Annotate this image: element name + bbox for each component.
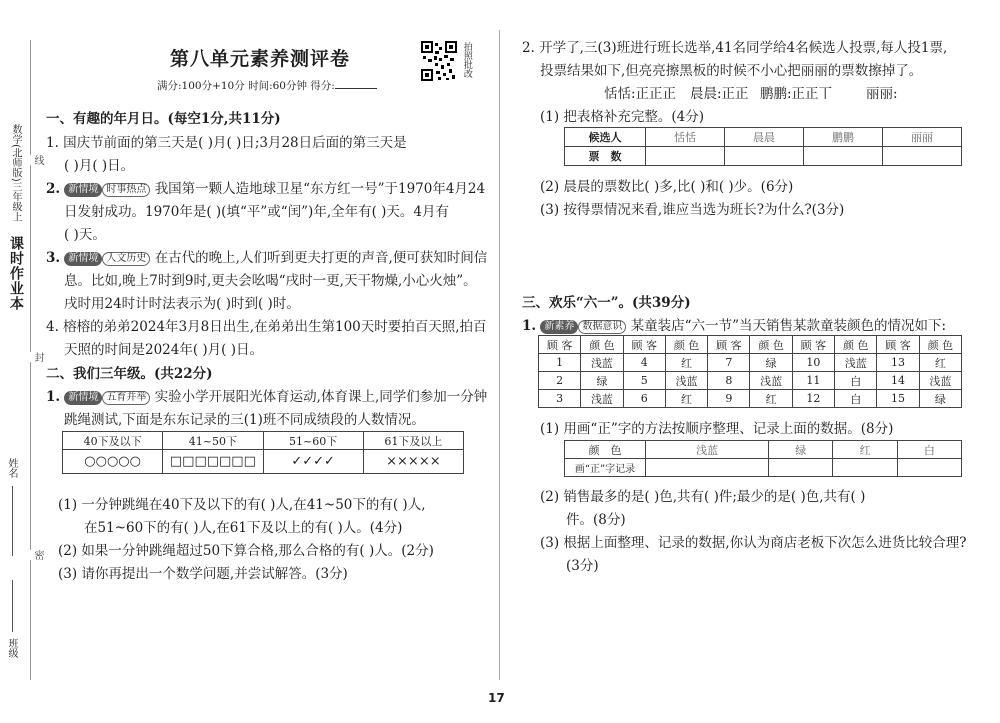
vote-count-cell[interactable] (646, 147, 725, 166)
s3q1-part3-line1: (3) 根据上面整理、记录的数据,你认为商店老板下次怎么进货比较合理? (540, 535, 967, 551)
page-divider (499, 30, 500, 680)
vote-name-cell: 恬恬 (646, 128, 725, 147)
sales-color-cell: 红 (665, 390, 707, 408)
sales-color-cell: 红 (665, 354, 707, 372)
tally-table (564, 440, 962, 477)
q3-line1: 3. 新情境 人文历史 在古代的晚上,人们听到更夫打更的声音,便可获知时间信 (46, 250, 488, 266)
name-blank[interactable] (12, 486, 13, 556)
r-q2-part2: (2) 晨晨的票数比( )多,比( )和( )少。(6分) (540, 179, 794, 195)
sales-customer-cell: 3 (539, 390, 581, 408)
sales-color-cell: 绿 (919, 390, 961, 408)
s3q1-part2-line2: 件。(8分) (566, 512, 626, 528)
class-blank[interactable] (12, 580, 13, 632)
tag-new-context: 新情境 (64, 183, 102, 197)
vote-row-label: 候选人 (565, 128, 646, 147)
s2q1-part2: (2) 如果一分钟跳绳超过50下算合格,那么合格的有( )人。(2分) (58, 543, 434, 559)
sales-color-cell: 红 (919, 354, 961, 372)
sales-customer-cell: 10 (792, 354, 834, 372)
q2-line1-text: 我国第一颗人造地球卫星“东方红一号”于1970年4月24 (154, 181, 486, 197)
seal-mark-xian: 线 (32, 155, 43, 165)
sales-header-customer: 顾 客 (792, 336, 834, 354)
sales-customer-cell: 2 (539, 372, 581, 390)
vote-tally-pengpeng: 鹏鹏:正正丅 (760, 86, 833, 102)
q3-line2: 息。比如,晚上7时到9时,更夫会吆喝“戌时一更,天干物燥,小心火烛”。 (64, 273, 477, 289)
sales-customer-cell: 9 (708, 390, 750, 408)
tally-row-label: 画“正”字记录 (565, 459, 646, 477)
sales-color-cell: 白 (835, 372, 877, 390)
sales-color-cell: 浅蓝 (919, 372, 961, 390)
sales-customer-cell: 13 (877, 354, 919, 372)
sales-header-customer: 顾 客 (877, 336, 919, 354)
tag-new-context: 新情境 (64, 391, 102, 405)
jump-header: 51~60下 (263, 432, 363, 450)
jump-cell: ××××× (363, 450, 463, 474)
s2q1-line2: 跳绳测试,下面是东东记录的三(1)班不同成绩段的人数情况。 (64, 412, 425, 428)
jump-header: 61下及以上 (363, 432, 463, 450)
sales-customer-cell: 1 (539, 354, 581, 372)
tally-record-cell[interactable] (833, 459, 897, 477)
s3q1-part2-line1: (2) 销售最多的是( )色,共有( )件;最少的是( )色,共有( ) (540, 489, 866, 505)
jump-header: 40下及以下 (63, 432, 163, 450)
sales-row (539, 390, 962, 408)
page-title: 第八单元素养测评卷 (170, 48, 351, 70)
jump-cell: ○○○○○ (63, 450, 163, 474)
q3-line1-text: 在古代的晚上,人们听到更夫打更的声音,便可获知时间信 (154, 250, 488, 266)
vote-tally-tiantian: 恬恬:正正正 (604, 86, 677, 102)
class-label: 班级 (6, 638, 17, 658)
sales-header-customer: 顾 客 (623, 336, 665, 354)
s3q1-part1: (1) 用画“正”字的方法按顺序整理、记录上面的数据。(8分) (540, 421, 894, 437)
sales-customer-cell: 5 (623, 372, 665, 390)
sales-customer-cell: 4 (623, 354, 665, 372)
sales-header-customer: 顾 客 (539, 336, 581, 354)
sales-table (538, 335, 962, 408)
sales-header-color: 颜 色 (919, 336, 961, 354)
tag-data-awareness: 数据意识 (578, 320, 626, 334)
section-2-heading: 二、我们三年级。(共22分) (46, 366, 213, 382)
tally-row-label: 颜 色 (565, 441, 646, 459)
s2q1-part3: (3) 请你再提出一个数学问题,并尝试解答。(3分) (58, 566, 348, 582)
vote-tally-lili: 丽丽: (866, 86, 898, 102)
tally-color-cell: 浅蓝 (646, 441, 769, 459)
q2-line3: ( )天。 (64, 227, 106, 243)
sales-color-cell: 绿 (581, 372, 623, 390)
sales-color-cell: 浅蓝 (750, 372, 792, 390)
tally-color-cell: 红 (833, 441, 897, 459)
q2-line1: 2. 新情境 时事热点 我国第一颗人造地球卫星“东方红一号”于1970年4月24 (46, 181, 486, 197)
sales-color-cell: 浅蓝 (581, 390, 623, 408)
tally-record-cell[interactable] (769, 459, 833, 477)
q4-line2: 天照的时间是2024年( )月( )日。 (64, 342, 264, 358)
seal-mark-mi: 密 (32, 550, 43, 560)
qr-label: 拍照批改 (461, 42, 472, 78)
sales-customer-cell: 7 (708, 354, 750, 372)
r-q2-part3: (3) 按得票情况来看,谁应当选为班长?为什么?(3分) (540, 202, 845, 218)
sales-header-color: 颜 色 (835, 336, 877, 354)
s2q1-part1-line2: 在51~60下的有( )人,在61下及以上的有( )人。(4分) (84, 520, 403, 536)
tag-new-context: 新情境 (64, 252, 102, 266)
sales-color-cell: 浅蓝 (581, 354, 623, 372)
vote-name-cell: 晨晨 (725, 128, 804, 147)
q3-line3: 戌时用24时计时法表示为( )时到( )时。 (64, 296, 300, 312)
sales-row (539, 372, 962, 390)
sales-header-customer: 顾 客 (708, 336, 750, 354)
sales-row (539, 354, 962, 372)
jump-rope-table (62, 431, 464, 474)
q2-line2: 日发射成功。1970年是( )(填“平”或“闰”)年,全年有( )天。4月有 (64, 204, 450, 220)
section-1-heading: 一、有趣的年月日。(每空1分,共11分) (46, 111, 281, 127)
sales-header-color: 颜 色 (665, 336, 707, 354)
sales-color-cell: 浅蓝 (665, 372, 707, 390)
vote-count-cell[interactable] (725, 147, 804, 166)
sales-customer-cell: 6 (623, 390, 665, 408)
s3q1-line1: 1. 新素养 数据意识 某童装店“六一节”当天销售某款童装颜色的情况如下: (522, 318, 947, 334)
vote-name-cell: 鹏鹏 (804, 128, 883, 147)
score-meta-text: 满分:100分+10分 时间:60分钟 得分: (157, 80, 335, 92)
tag-culture-history: 人文历史 (102, 252, 150, 266)
brand-label: 课时作业本 (8, 236, 24, 311)
tally-color-cell: 绿 (769, 441, 833, 459)
tag-five-education: 五育并举 (102, 391, 150, 405)
jump-header: 41~50下 (163, 432, 263, 450)
jump-cell: ✓✓✓✓ (263, 450, 363, 474)
s2q1-line1-text: 实验小学开展阳光体育运动,体育课上,同学们参加一分钟 (154, 389, 488, 405)
s3q1-part3-line2: (3分) (566, 558, 599, 574)
sales-customer-cell: 8 (708, 372, 750, 390)
q4-line1: 4. 榕榕的弟弟2024年3月8日出生,在弟弟出生第100天时要拍百天照,拍百 (46, 319, 487, 335)
sales-header-color: 颜 色 (581, 336, 623, 354)
vote-table (564, 127, 962, 166)
sales-color-cell: 浅蓝 (835, 354, 877, 372)
tag-current-events: 时事热点 (102, 183, 150, 197)
s2q1-line1: 1. 新情境 五育并举 实验小学开展阳光体育运动,体育课上,同学们参加一分钟 (46, 389, 488, 405)
vote-tally-chenchen: 晨晨:正正 (690, 86, 749, 102)
sales-color-cell: 红 (750, 390, 792, 408)
tag-new-literacy: 新素养 (540, 320, 578, 334)
tally-color-cell: 白 (897, 441, 961, 459)
vote-name-cell: 丽丽 (883, 128, 962, 147)
jump-cell: □□□□□□□ (163, 450, 263, 474)
seal-mark-feng: 封 (32, 352, 43, 362)
subject-label: 数学(北师版)三年级上 (10, 124, 21, 222)
r-q2-part1: (1) 把表格补充完整。(4分) (540, 109, 705, 125)
section-3-heading: 三、欢乐“六一”。(共39分) (522, 295, 691, 311)
sales-customer-cell: 11 (792, 372, 834, 390)
r-q2-line1: 2. 开学了,三(3)班进行班长选举,41名同学给4名候选人投票,每人投1票, (522, 40, 948, 56)
s3q1-line1-text: 某童装店“六一节”当天销售某款童装颜色的情况如下: (630, 318, 947, 334)
qr-code-icon[interactable] (421, 41, 457, 81)
name-label: 姓名 (6, 458, 17, 478)
r-q2-line2: 投票结果如下,但亮亮擦黑板的时候不小心把丽丽的票数擦掉了。 (540, 63, 923, 79)
tally-record-cell[interactable] (646, 459, 769, 477)
sales-header-color: 颜 色 (750, 336, 792, 354)
sales-customer-cell: 14 (877, 372, 919, 390)
page-number: 17 (488, 691, 505, 705)
vote-count-cell[interactable] (883, 147, 962, 166)
q1-line2: ( )月( )日。 (64, 158, 135, 174)
s2q1-part1-line1: (1) 一分钟跳绳在40下及以下的有( )人,在41~50下的有( )人, (58, 497, 426, 513)
sales-color-cell: 白 (835, 390, 877, 408)
sales-customer-cell: 12 (792, 390, 834, 408)
sales-customer-cell: 15 (877, 390, 919, 408)
binding-sidebar (0, 0, 42, 723)
vote-row-label: 票 数 (565, 147, 646, 166)
sales-color-cell: 绿 (750, 354, 792, 372)
score-blank[interactable] (335, 88, 377, 89)
tally-record-cell[interactable] (897, 459, 961, 477)
score-meta (157, 78, 377, 93)
vote-count-cell[interactable] (804, 147, 883, 166)
q1-line1: 1. 国庆节前面的第三天是( )月( )日;3月28日后面的第三天是 (46, 135, 407, 151)
